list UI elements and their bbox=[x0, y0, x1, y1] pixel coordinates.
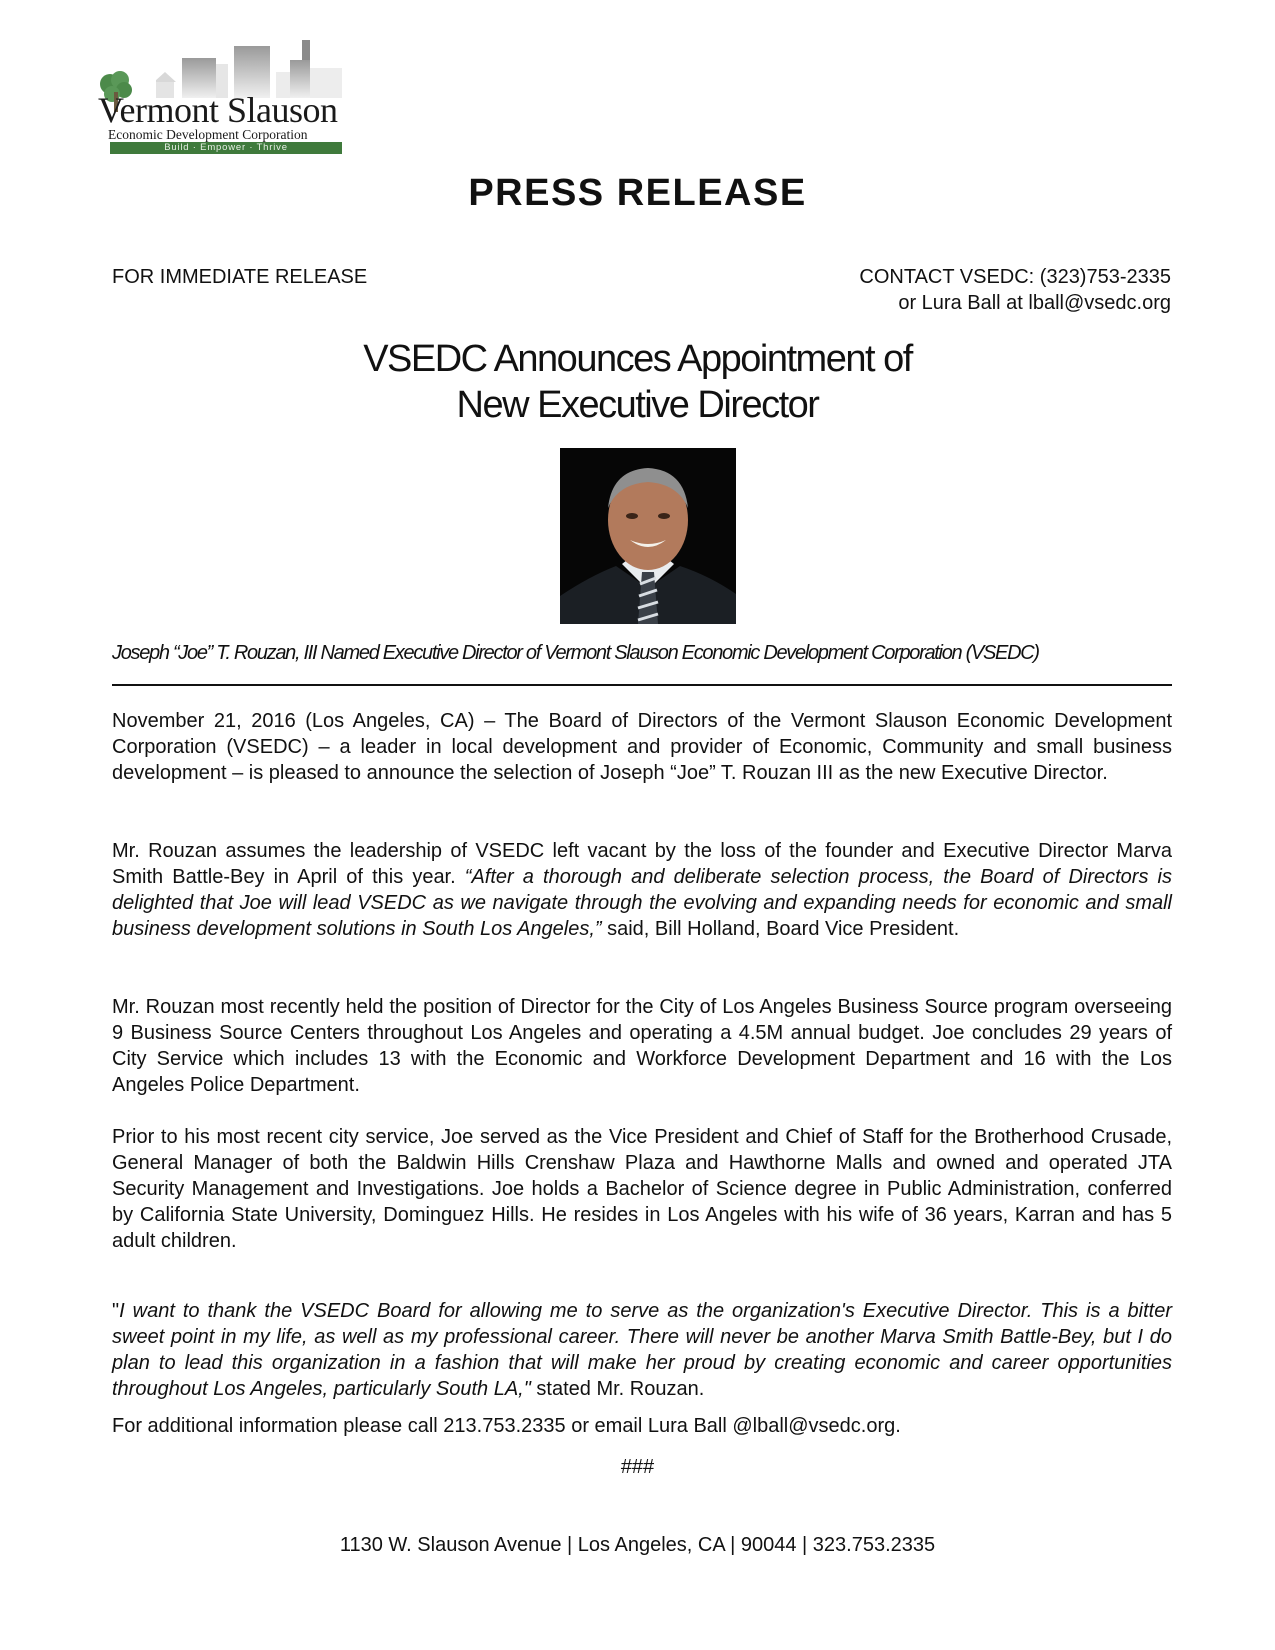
board-quote: “After a thorough and deliberate selection process, the Board of Directors is delighted that Joe will lead VSEDC as we navigate through the evolving and expanding needs for economic and small business development solutions in South Los Angeles,” bbox=[112, 866, 1173, 940]
skyline-icon bbox=[156, 38, 342, 98]
paragraph-contact-info: For additional information please call 213.753.2335 or email Lura Ball @lball@vsedc.org. bbox=[112, 1415, 901, 1437]
footer-address: 1130 W. Slauson Avenue | Los Angeles, CA | 90044 | 323.753.2335 bbox=[339, 1534, 936, 1556]
photo-caption: Joseph “Joe” T. Rouzan, III Named Executive Director of Vermont Slauson Economic Development Corporation (VSEDC) bbox=[112, 642, 1039, 664]
quote-attribution: said, Bill Holland, Board Vice President. bbox=[601, 918, 960, 940]
paragraph-background: Prior to his most recent city service, Joe served as the Vice President and Chief of Staff for the Brotherhood Crusade, General Manager of both the Baldwin Hills Crenshaw Plaza and Hawthorne Malls and owned and operated JTA Security Management and Investigations. Joe holds a Bachelor of Science degree in Public Administration, conferred by California State University, Dominguez Hills. He resides in Los Angeles with his wife of 36 years, Karran and has 5 adult children. bbox=[112, 1126, 1172, 1252]
headline-line-1: VSEDC Announces Appointment of bbox=[363, 338, 912, 380]
executive-director-photo bbox=[560, 448, 736, 624]
paragraph-leadership bbox=[112, 838, 1172, 942]
paragraph-text: Mr. Rouzan assumes the leadership of VSEDC left vacant by the loss of the founder and Executive Director Marva Smith Battle-Bey in April of this year. bbox=[112, 840, 1172, 888]
logo-tagline: Build · Empower · Thrive bbox=[110, 142, 342, 154]
contact-block bbox=[859, 264, 1171, 316]
end-mark: ### bbox=[620, 1456, 655, 1478]
headline bbox=[0, 336, 1275, 428]
divider bbox=[112, 684, 1172, 686]
paragraph-rouzan-quote bbox=[112, 1298, 1172, 1402]
paragraph-announcement: November 21, 2016 (Los Angeles, CA) – The Board of Directors of the Vermont Slauson Economic Development Corporation (VSEDC) – a leader in local development and provider of Economic, Community and small business development – is pleased to announce the selection of Joseph “Joe” T. Rouzan III as the new Executive Director. bbox=[112, 710, 1172, 784]
logo-subtitle: Economic Development Corporation bbox=[108, 127, 308, 142]
headline-line-2: New Executive Director bbox=[456, 384, 819, 426]
logo-name: Vermont Slauson bbox=[98, 90, 338, 130]
press-release-title: PRESS RELEASE bbox=[468, 172, 807, 214]
portrait-icon bbox=[560, 448, 736, 624]
release-label: FOR IMMEDIATE RELEASE bbox=[112, 266, 368, 288]
vsedc-logo bbox=[96, 38, 342, 156]
quote-open-mark: " bbox=[112, 1300, 120, 1322]
contact-phone: CONTACT VSEDC: (323)753-2335 bbox=[859, 266, 1171, 288]
rouzan-quote: I want to thank the VSEDC Board for allowing me to serve as the organization's Executive Director. This is a bitter sweet point in my life, as well as my professional career. There will never be another Marva Smith Battle-Bey, but I do plan to lead this organization in a fashion that will make her proud by creating economic and career opportunities throughout Los Angeles, particularly South LA," bbox=[112, 1300, 1172, 1400]
contact-email: or Lura Ball at lball@vsedc.org bbox=[898, 292, 1171, 314]
quote-attribution: stated Mr. Rouzan. bbox=[530, 1378, 705, 1400]
paragraph-experience: Mr. Rouzan most recently held the position of Director for the City of Los Angeles Business Source program overseeing 9 Business Source Centers throughout Los Angeles and operating a 4.5M annual budget. Joe concludes 29 years of City Service which includes 13 with the Economic and Workforce Development Department and 16 with the Los Angeles Police Department. bbox=[112, 996, 1172, 1096]
